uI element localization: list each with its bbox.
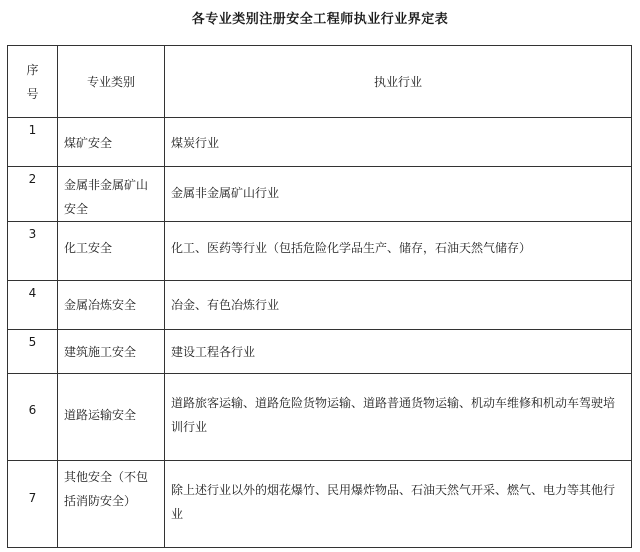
industry-table: [7, 45, 632, 548]
row-category: 建筑施工安全: [58, 330, 165, 374]
row-seq: 5: [8, 330, 58, 374]
table-row: [8, 222, 632, 281]
row-industry: 建设工程各行业: [165, 330, 632, 374]
table-header-row: [8, 46, 632, 118]
document-title: 各专业类别注册安全工程师执业行业界定表: [191, 12, 449, 27]
row-industry: 煤炭行业: [165, 118, 632, 167]
row-category: 化工安全: [58, 222, 165, 281]
row-industry: 化工、医药等行业（包括危险化学品生产、储存，石油天然气储存）: [165, 222, 632, 281]
table-row: [8, 374, 632, 461]
row-category: 其他安全（不包括消防安全）: [58, 461, 165, 548]
row-category: 煤矿安全: [58, 118, 165, 167]
row-seq: 3: [8, 222, 58, 281]
header-category: 专业类别: [58, 46, 165, 118]
row-industry: 冶金、有色冶炼行业: [165, 281, 632, 330]
table-row: [8, 281, 632, 330]
header-industry: 执业行业: [165, 46, 632, 118]
table-row: [8, 118, 632, 167]
row-seq: 7: [8, 461, 58, 548]
row-seq: 6: [8, 374, 58, 461]
header-seq: 序号: [8, 46, 58, 118]
row-seq: 4: [8, 281, 58, 330]
row-category: 金属非金属矿山安全: [58, 167, 165, 222]
row-industry: 除上述行业以外的烟花爆竹、民用爆炸物品、石油天然气开采、燃气、电力等其他行业: [165, 461, 632, 548]
row-industry: 道路旅客运输、道路危险货物运输、道路普通货物运输、机动车维修和机动车驾驶培训行业: [165, 374, 632, 461]
table-row: [8, 167, 632, 222]
row-category: 道路运输安全: [58, 374, 165, 461]
table-row: [8, 330, 632, 374]
row-industry: 金属非金属矿山行业: [165, 167, 632, 222]
table-row: [8, 461, 632, 548]
row-seq: 2: [8, 167, 58, 222]
row-category: 金属冶炼安全: [58, 281, 165, 330]
row-seq: 1: [8, 118, 58, 167]
